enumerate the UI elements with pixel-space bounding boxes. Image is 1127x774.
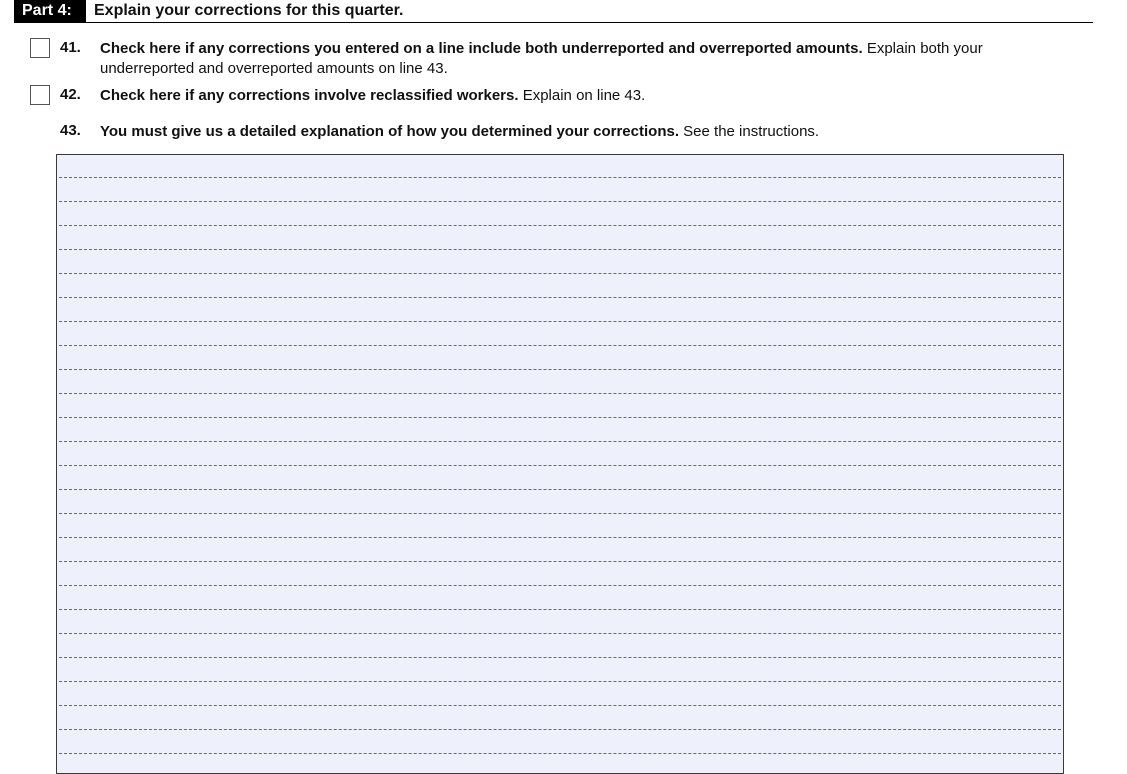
- writing-rule: [59, 225, 1061, 226]
- writing-rule: [59, 465, 1061, 466]
- writing-rule: [59, 609, 1061, 610]
- writing-rule: [59, 705, 1061, 706]
- line-42-number: 42.: [60, 86, 81, 103]
- writing-rule: [59, 297, 1061, 298]
- line-41-text: [100, 39, 1060, 79]
- writing-rule: [59, 537, 1061, 538]
- writing-rule: [59, 513, 1061, 514]
- writing-rule: [59, 249, 1061, 250]
- writing-rule: [59, 753, 1061, 754]
- writing-rule: [59, 201, 1061, 202]
- line-41-plain-text: Explain both your underreported and overreported amounts on line 43.: [100, 40, 983, 77]
- writing-rule: [59, 321, 1061, 322]
- line-42-checkbox[interactable]: [30, 85, 50, 105]
- writing-rule: [59, 681, 1061, 682]
- writing-rule: [59, 345, 1061, 346]
- writing-rule: [59, 369, 1061, 370]
- writing-rule: [59, 561, 1061, 562]
- writing-rule: [59, 585, 1061, 586]
- writing-rule: [59, 657, 1061, 658]
- line-41-bold-text: Check here if any corrections you entered on a line include both underreported and overreported amounts.: [100, 40, 863, 57]
- writing-rule: [59, 417, 1061, 418]
- writing-rule: [59, 393, 1061, 394]
- line-43-explanation-field[interactable]: [56, 154, 1064, 774]
- line-42-bold-text: Check here if any corrections involve reclassified workers.: [100, 87, 519, 104]
- line-43-plain-text: See the instructions.: [679, 123, 820, 140]
- writing-rule: [59, 441, 1061, 442]
- line-42-plain-text: Explain on line 43.: [518, 87, 646, 104]
- writing-rule: [59, 489, 1061, 490]
- writing-rule: [59, 273, 1061, 274]
- line-43-text: [100, 122, 1060, 142]
- line-41-number: 41.: [60, 39, 81, 56]
- writing-rule: [59, 177, 1061, 178]
- part-title: Explain your corrections for this quarter.: [94, 2, 404, 19]
- writing-rule: [59, 729, 1061, 730]
- line-43-number: 43.: [60, 122, 81, 139]
- line-43-bold-text: You must give us a detailed explanation of how you determined your corrections.: [100, 123, 679, 140]
- line-41-checkbox[interactable]: [30, 38, 50, 58]
- part-header: [14, 0, 1093, 23]
- line-42-text: [100, 86, 1060, 106]
- part-number-tag: Part 4:: [14, 0, 86, 22]
- writing-rule: [59, 633, 1061, 634]
